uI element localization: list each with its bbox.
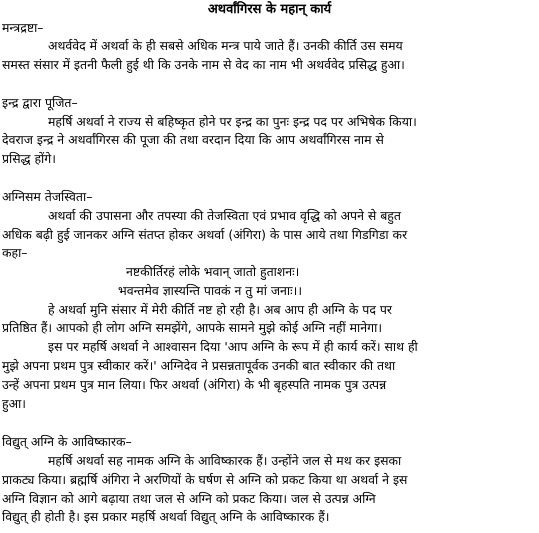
paragraph-line: महर्षि अथर्वा ने राज्य से बहिष्कृत होने पर इन्द्र का पुनः इन्द्र पद पर अभिषेक किया। <box>48 114 417 129</box>
paragraph-line: हे अथर्वा मुनि संसार में मेरी कीर्ति नष्ट हो रही है। अब आप ही अग्नि के पद पर <box>48 302 392 317</box>
paragraph-line: महर्षि अथर्वा सह नामक अग्नि के आविष्कारक हैं। उन्होंने जल से मथ कर इसका <box>48 453 402 468</box>
paragraph-line: हुआ। <box>2 396 26 411</box>
paragraph-line: प्रतिष्ठित हैं। आपको ही लोग अग्नि समझेंगे, आपके सामने मुझे कोई अग्नि नहीं मानेगा। <box>2 320 383 335</box>
page-title: अथर्वांगिरस के महान् कार्य <box>207 2 332 17</box>
paragraph-line: मुझे अपना प्रथम पुत्र स्वीकार करें।' अग्निदेव ने प्रसन्नतापूर्वक उनकी बात स्वीकार की तथा <box>2 358 396 373</box>
section-heading-vidyut-agni: विद्युत् अग्नि के आविष्कारक– <box>2 434 132 449</box>
paragraph-line: प्राकट्य किया। ब्रह्मर्षि अंगिरा ने अरणियों के घर्षण से अग्नि को प्रकट किया था अथर्वा ने इस <box>2 472 408 487</box>
paragraph-line: इस पर महर्षि अथर्वा ने आश्वासन दिया 'आप अग्नि के रूप में ही कार्य करें। साथ ही <box>48 339 418 354</box>
verse-line: नष्टकीर्तिरहं लोके भवान् जातो हुताशनः। <box>126 264 300 279</box>
paragraph-line: समस्त संसार में इतनी फैली हुई थी कि उनके नाम से वेद का नाम भी अथर्ववेद प्रसिद्ध हुआ। <box>2 57 405 72</box>
paragraph-line: अथर्वा की उपासना और तपस्या की तेजस्विता एवं प्रभाव वृद्धि को अपने से बहुत <box>48 208 401 223</box>
paragraph-line: कहा– <box>2 245 28 260</box>
paragraph-line: अग्नि विज्ञान को आगे बढ़ाया तथा जल से अग्नि को प्रकट किया। जल से उत्पन्न अग्नि <box>2 491 376 506</box>
paragraph-line: प्रसिद्ध होंगे। <box>2 151 56 166</box>
paragraph-line: विद्युत् ही होती है। इस प्रकार महर्षि अथर्वा विद्युत् अग्नि के आविष्कारक हैं। <box>2 509 330 524</box>
section-heading-mantradrashta: मन्त्रद्रष्टा– <box>2 20 44 35</box>
paragraph-line: अथर्ववेद में अथर्वा के ही सबसे अधिक मन्त्र पाये जाते हैं। उनकी कीर्ति उस समय <box>48 38 403 53</box>
section-heading-indra-pujit: इन्द्र द्वारा पूजित– <box>2 95 78 110</box>
paragraph-line: उन्हें अपना प्रथम पुत्र मान लिया। फिर अथर्वा (अंगिरा) के भी बृहस्पति नामक पुत्र उत्पन्न <box>2 377 387 392</box>
paragraph-line: अधिक बढ़ी हुई जानकर अग्नि संतप्त होकर अथर्वा (अंगिरा) के पास आये तथा गिडगिडा कर <box>2 227 408 242</box>
paragraph-line: देवराज इन्द्र ने अथर्वांगिरस की पूजा की तथा वरदान दिया कि आप अथर्वांगिरस नाम से <box>2 132 384 147</box>
section-heading-agnisam-tejasvita: अग्निसम तेजस्विता– <box>2 189 93 204</box>
verse-line: भवन्तमेव ज्ञास्यन्ति पावकं न तु मां जनाः।। <box>118 283 303 298</box>
